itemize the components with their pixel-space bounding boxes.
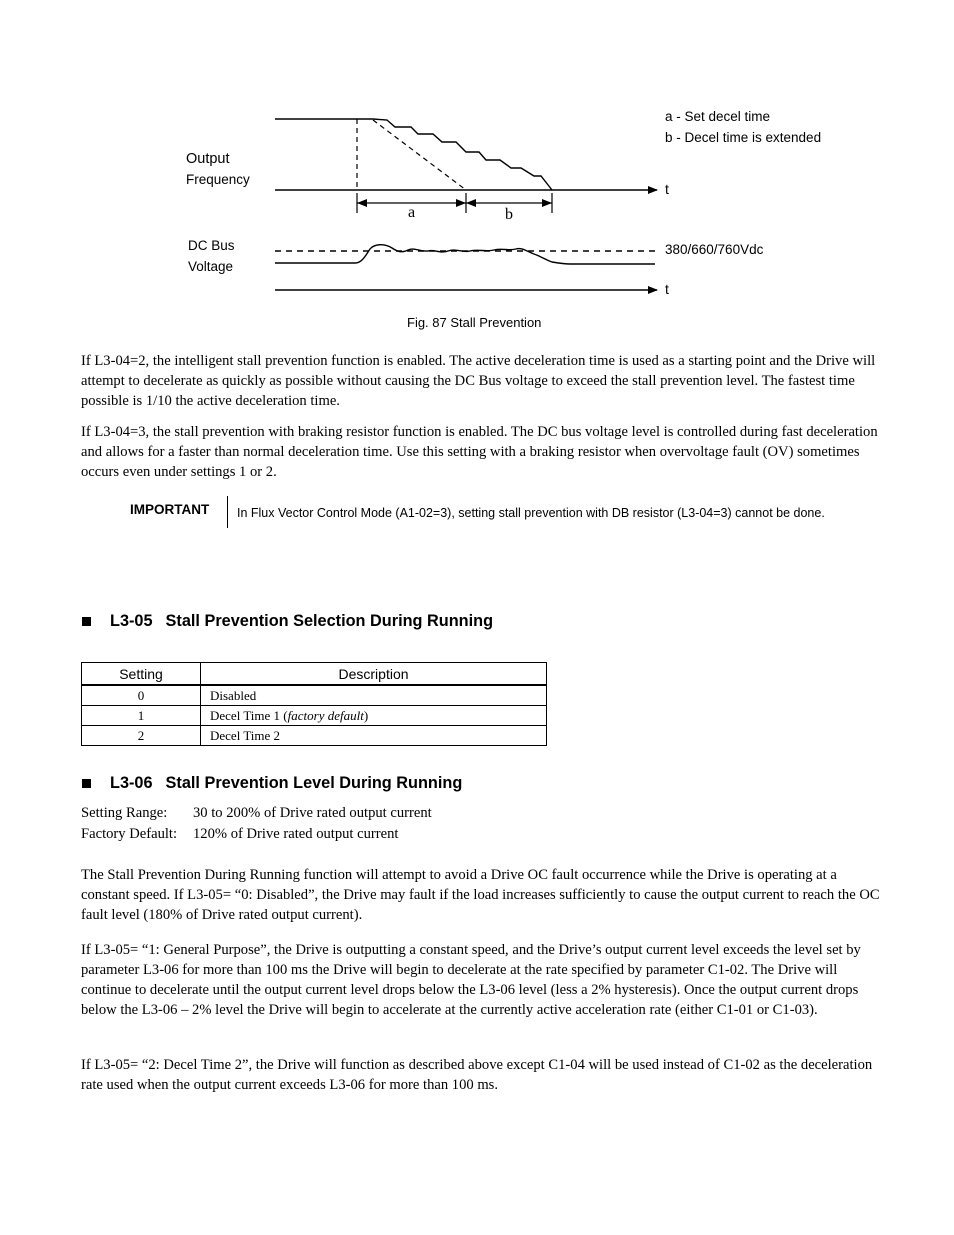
- voltage-axis-t-label: t: [665, 281, 669, 297]
- paragraph-l306-2: If L3-05= “1: General Purpose”, the Drive is outputting a constant speed, and the Drive’s output current level exceeds the level set by parameter L3-06 for more than 100 ms the Drive will begin to decelerate at the rate specified by parameter C1-02. The Drive will continue to decelerate until the output current level drops below the L3-06 level (less a 2% hysteresis). Once the output current drops below the L3-06 – 2% level the Drive will begin to accelerate at the currently active acceleration rate (either C1-01 or C1-03).: [81, 942, 861, 1018]
- frequency-label: Frequency: [186, 172, 250, 187]
- table-row: [82, 685, 547, 706]
- section-code: L3-06: [110, 774, 153, 792]
- dimension-arrow-a-right: [456, 199, 466, 207]
- section-heading-l306: [82, 774, 462, 793]
- section-title: Stall Prevention Level During Running: [165, 774, 463, 792]
- description-end: ): [363, 707, 369, 723]
- set-decel-line: [373, 120, 466, 190]
- table-header-row: [82, 663, 547, 686]
- description-cell: Disabled: [201, 685, 547, 706]
- setting-cell: 2: [82, 726, 201, 746]
- figure-caption: Fig. 87 Stall Prevention: [407, 315, 542, 330]
- section-code: L3-05: [110, 612, 153, 630]
- factory-default-value: 120% of Drive rated output current: [193, 826, 399, 842]
- legend-b: b - Decel time is extended: [665, 130, 822, 145]
- description-cell: Decel Time 2: [201, 726, 547, 746]
- dimension-arrow-a-left: [357, 199, 367, 207]
- output-label: Output: [186, 151, 230, 167]
- column-header-setting: Setting: [82, 663, 201, 686]
- marker-a-label: a: [408, 204, 416, 221]
- paragraph-l306-3: If L3-05= “2: Decel Time 2”, the Drive will function as described above except C1-04 will be used instead of C1-02 as the deceleration rate used when the output current exceeds L3-06 for more than 100 ms.: [81, 1057, 873, 1093]
- description-italic: factory default: [287, 707, 364, 723]
- settings-table: [81, 662, 547, 746]
- important-text: In Flux Vector Control Mode (A1-02=3), setting stall prevention with DB resistor (L3-04=3) cannot be done.: [237, 506, 825, 520]
- section-heading-l305: [82, 612, 493, 631]
- bullet-square-icon: [82, 779, 91, 788]
- stall-prevention-figure: [0, 0, 954, 340]
- output-frequency-curve: [275, 119, 552, 190]
- table-row: [82, 726, 547, 746]
- section-title: Stall Prevention Selection During Running: [165, 612, 494, 630]
- legend-a: a - Set decel time: [665, 109, 771, 124]
- paragraph-l304-2: If L3-04=2, the intelligent stall prevention function is enabled. The active deceleration time is used as a starting point and the Drive will attempt to decelerate as quickly as possible without causing the DC Bus voltage to exceed the stall prevention level. The fastest time possible is 1/10 the active deceleration time.: [81, 353, 876, 409]
- column-header-description: Description: [201, 663, 547, 686]
- setting-cell: 1: [82, 706, 201, 726]
- voltage-label: Voltage: [188, 259, 234, 274]
- dimension-arrow-b-left: [466, 199, 476, 207]
- description-cell: [201, 706, 547, 726]
- table-row: [82, 706, 547, 726]
- bullet-square-icon: [82, 617, 91, 626]
- marker-b-label: b: [505, 206, 513, 223]
- setting-range-value: 30 to 200% of Drive rated output current: [193, 805, 432, 821]
- factory-default-label: Factory Default:: [81, 826, 178, 842]
- frequency-axis-t-label: t: [665, 181, 669, 197]
- voltage-level-label: 380/660/760Vdc: [665, 242, 764, 257]
- setting-range-label: Setting Range:: [81, 805, 168, 821]
- description-main: Decel Time 1 (: [210, 707, 288, 723]
- setting-cell: 0: [82, 685, 201, 706]
- important-label: IMPORTANT: [130, 502, 210, 517]
- dc-bus-voltage-curve: [275, 245, 655, 264]
- factory-default: [81, 826, 398, 843]
- setting-range: [81, 805, 432, 822]
- paragraph-l306-1: The Stall Prevention During Running function will attempt to avoid a Drive OC fault occurrence while the Drive is operating at a constant speed. If L3-05= “0: Disabled”, the Drive may fault if the load increases sufficiently to cause the output current to reach the OC fault level (180% of Drive rated output current).: [81, 867, 880, 923]
- important-divider: [227, 496, 228, 528]
- paragraph-l304-3: If L3-04=3, the stall prevention with braking resistor function is enabled. The DC bus voltage level is controlled during fast deceleration and allows for a faster than normal deceleration time. Use this setting with a braking resistor when overvoltage fault (OV) sometimes occurs even under settings 1 or 2.: [81, 424, 878, 480]
- dimension-arrow-b-right: [542, 199, 552, 207]
- dcbus-label: DC Bus: [188, 238, 235, 253]
